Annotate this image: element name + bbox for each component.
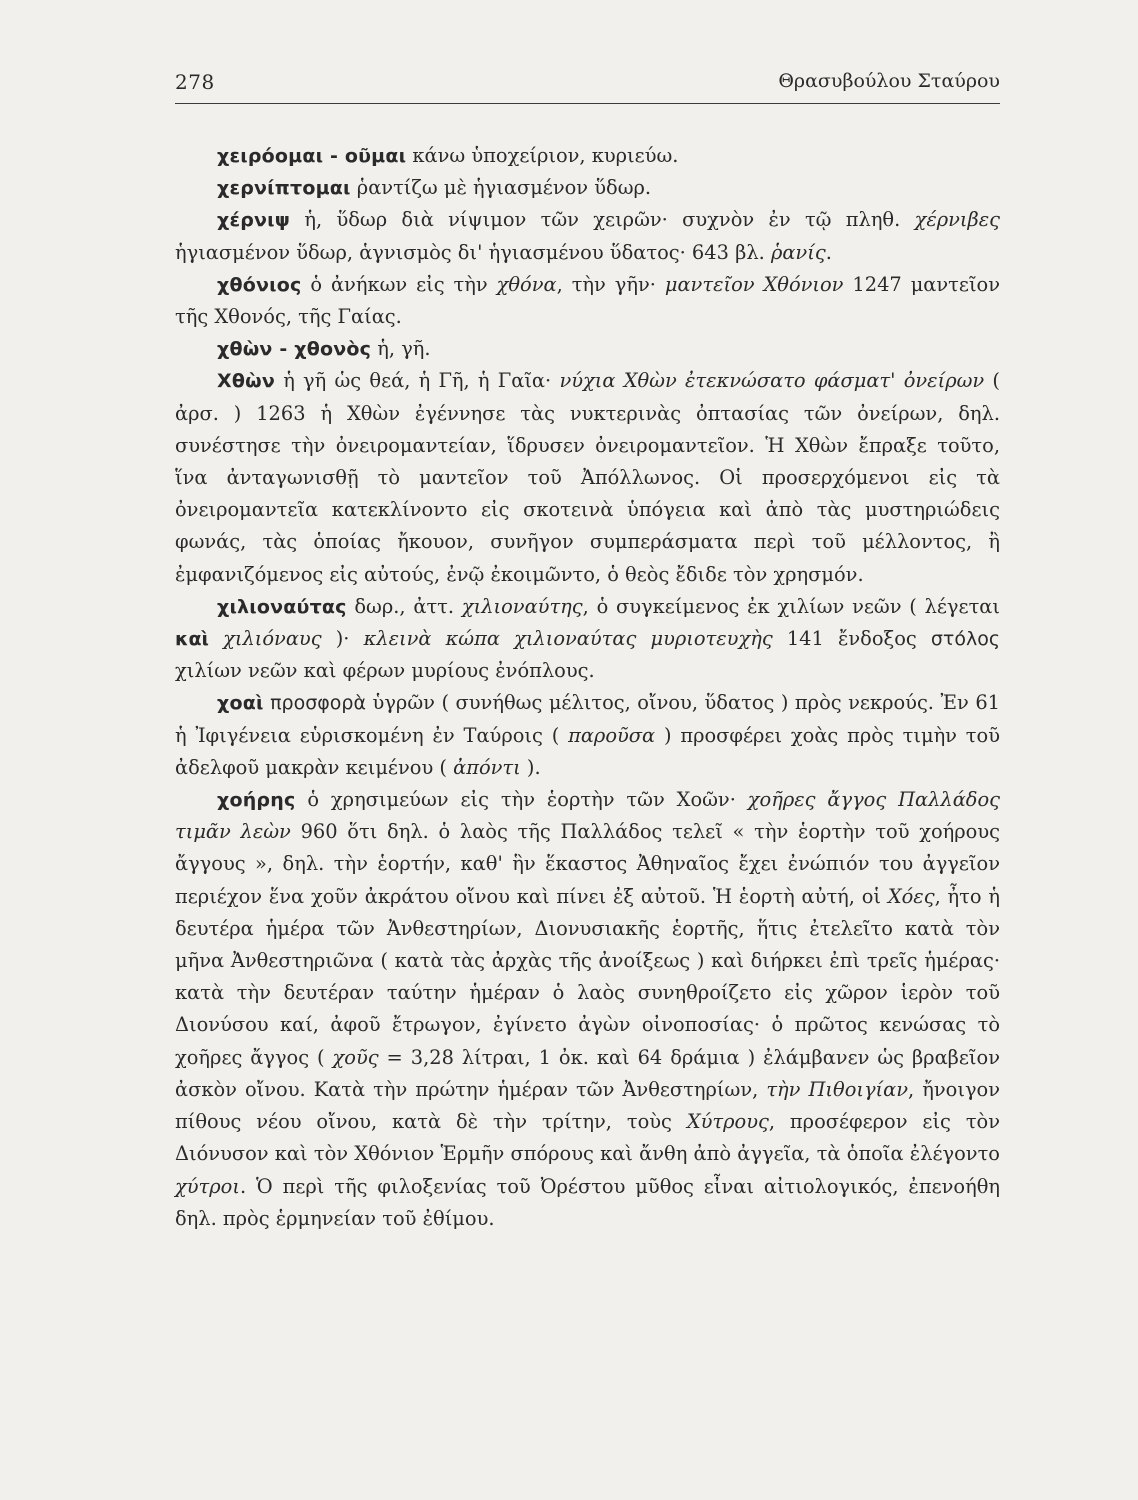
entry-text: . — [825, 240, 832, 264]
entry-text: 1247 μαντεῖον τῆς Χθονός, τῆς Γαίας. — [175, 272, 1001, 329]
entry-chthonios — [175, 269, 1000, 333]
entry-text: ἡ, γῆ. — [371, 337, 431, 361]
entry-choai — [175, 687, 1000, 784]
entry-text: ἡ γῆ ὡς θεά, ἡ Γῆ, ἡ Γαῖα· — [274, 369, 560, 393]
entry-text: ) προσφέρει χοὰς πρὸς τιμὴν τοῦ ἀδελφοῦ μακρὰν κειμένου ( — [175, 723, 1000, 779]
entry-text: χιλίων νεῶν καὶ φέρων μυρίους ἐνόπλους. — [175, 659, 595, 683]
italic-term: Χύτρους — [686, 1110, 769, 1134]
italic-quote: νύχια Χθὼν ἐτεκνώσατο φάσματ' ὀνείρων — [559, 369, 985, 393]
entry-text: κάνω ὑποχείριον, κυριεύω. — [406, 144, 679, 167]
headword: Χθὼν — [217, 370, 275, 393]
entry-chilionautas — [175, 591, 1000, 688]
entry-text: ( ἀρσ. ) 1263 ἡ Χθὼν ἐγέννησε τὰς νυκτερινὰς ὀπτασίας τῶν ὀνείρων, δηλ. συνέστησε τὴν ὀνειρομαντείαν, ἵδρυσεν ὀνειρομαντεῖον. Ἡ Χθὼν ἔπραξε τοῦτο, ἵνα ἀνταγωνισθῇ τὸ μαντεῖον τοῦ Ἀπόλλωνος. Οἱ προσερχόμενοι εἰς τὰ ὀνειρομαντεῖα κατεκλίνοντο εἰς σκοτεινὰ ὑπόγεια καὶ ἀπὸ τὰς μυστηριώδεις φωνάς, τὰς ὁποίας ἤκουον, συνῆγον συμπεράσματα περὶ τοῦ μέλλοντος, ἢ ἐμφανιζόμενος εἰς αὐτούς, ἐνῷ ἐκοιμῶντο, ὁ θεὸς ἔδιδε τὸν χρησμόν. — [175, 369, 1001, 586]
page-number: 278 — [175, 70, 215, 94]
headword: χθὼν - χθονὸς — [217, 338, 372, 361]
italic-quote: μαντεῖον Χθόνιον — [664, 272, 844, 296]
entry-text: δωρ., ἀττ. — [346, 594, 462, 618]
entry-text: ). — [520, 755, 541, 779]
entry-choeres — [175, 784, 1000, 1235]
entry-chthon — [175, 333, 1000, 365]
entry-text: , τὴν γῆν· — [556, 272, 665, 296]
italic-term: χθόνα — [496, 272, 557, 296]
bold-word: καὶ — [175, 628, 209, 651]
italic-term: χύτροι — [175, 1174, 240, 1198]
dictionary-text — [175, 140, 1000, 1235]
headword: χοήρης — [217, 789, 296, 812]
headword: χθόνιος — [217, 273, 302, 296]
page-header — [175, 70, 1000, 100]
italic-quote: χοῆρες ἄγγος Παλλάδος τιμᾶν λεὼν — [175, 788, 1000, 844]
entry-text — [209, 627, 223, 650]
entry-text: , ἤνοιγον πίθους νέου οἴνου, κατὰ δὲ τὴν τρίτην, τοὺς — [175, 1077, 1000, 1134]
running-title: Θρασυβούλου Σταύρου — [778, 70, 1000, 92]
italic-term: χέρνιβες — [914, 208, 1000, 232]
entry-chernips — [175, 204, 1000, 268]
entry-text: )· — [321, 627, 364, 651]
header-rule — [175, 103, 1000, 104]
italic-term: χιλιόναυς — [223, 627, 322, 651]
entry-text: ὑγρῶν ( συνήθως μέλιτος, οἴνου, ὕδατος ) πρὸς νεκρούς. Ἐν 61 ἡ Ἰφιγένεια εὑρισκομένη ἐν Ταύροις ( — [175, 691, 1000, 747]
entry-text: , προσέφερον εἰς τὸν Διόνυσον καὶ τὸν Χθόνιον Ἑρμῆν σπόρους καὶ ἄνθη ἀπὸ ἀγγεῖα, τὰ ὁποῖα ἐλέγοντο — [175, 1110, 1001, 1166]
italic-term: ῥανίς — [770, 240, 826, 264]
sans-word: προσφορὰ — [270, 692, 367, 715]
headword: χοαὶ — [217, 692, 264, 715]
headword: χέρνιψ — [217, 209, 291, 232]
italic-term: Χόες — [887, 884, 935, 908]
entry-text: = 3,28 λίτραι, 1 ὀκ. καὶ 64 δράμια ) ἐλάμβανεν ὡς βραβεῖον ἀσκὸν οἴνου. Κατὰ τὴν πρώτην ἡμέραν τῶν Ἀνθεστηρίων, — [175, 1045, 1000, 1101]
entry-cheiroomai — [175, 140, 1000, 172]
entry-text: , ὁ συγκείμενος ἐκ χιλίων νεῶν ( λέγεται — [582, 594, 1000, 618]
headword: χειρόομαι - οῦμαι — [217, 145, 407, 167]
italic-term: ἀπόντι — [453, 755, 521, 779]
italic-term: τὴν Πιθοιγίαν — [766, 1077, 909, 1101]
italic-quote: κλεινὰ κώπα χιλιοναύτας μυριοτευχὴς — [363, 627, 773, 651]
entry-chthon-goddess — [175, 365, 1000, 590]
headword: χερνίπτομαι — [217, 177, 351, 200]
entry-text: , ἦτο ἡ δευτέρα ἡμέρα τῶν Ἀνθεστηρίων, Διονυσιακῆς ἑορτῆς, ἥτις ἐτελεῖτο κατὰ τὸν μῆνα Ἀνθεστηριῶνα ( κατὰ τὰς ἀρχὰς τῆς ἀνοίξεως ) καὶ διήρκει ἐπὶ τρεῖς ἡμέρας· κατὰ τὴν δευτέραν ταύτην ἡμέραν ὁ λαὸς συνηθροίζετο εἰς χῶρον ἱερὸν τοῦ Διονύσου καί, ἀφοῦ ἔτρωγον, ἐγίνετο ἀγὼν οἰνοποσίας· ὁ πρῶτος κενώσας τὸ χοῆρες ἄγγος ( — [175, 884, 1000, 1069]
entry-text: 141 ἔνδοξος — [772, 627, 931, 651]
entry-text: ἡγιασμένον ὕδωρ, ἁγνισμὸς δι' ἡγιασμένου ὕδατος· 643 βλ. — [175, 240, 771, 264]
entry-text: ἡ, ὕδωρ διὰ νίψιμον τῶν χειρῶν· συχνὸν ἐν τῷ πληθ. — [290, 208, 915, 232]
italic-term: χοῦς — [332, 1045, 379, 1069]
entry-text: ὁ ἀνήκων εἰς τὴν — [301, 272, 497, 296]
headword: χιλιοναύτας — [217, 595, 347, 618]
italic-term: χιλιοναύτης — [461, 594, 583, 618]
entry-text: ὁ χρησιμεύων εἰς τὴν ἑορτὴν τῶν Χοῶν· — [295, 788, 748, 812]
entry-text: 960 ὅτι δηλ. ὁ λαὸς τῆς Παλλάδος τελεῖ « τὴν ἑορτὴν τοῦ χοήρους ἄγγους », δηλ. τὴν ἑορτήν, καθ' ἣν ἕκαστος Ἀθηναῖος ἔχει ἐνώπιόν του ἀγγεῖον περιέχον ἕνα χοῦν ἀκράτου οἴνου καὶ πίνει ἐξ αὐτοῦ. Ἡ ἑορτὴ αὐτή, οἱ — [175, 820, 1000, 908]
entry-cherniptomai — [175, 172, 1000, 204]
italic-term: παροῦσα — [568, 723, 656, 747]
entry-text: . Ὁ περὶ τῆς φιλοξενίας τοῦ Ὀρέστου μῦθος εἶναι αἰτιολογικός, ἐπενοήθη δηλ. πρὸς ἑρμηνείαν τοῦ ἐθίμου. — [175, 1174, 1000, 1230]
sans-word: στόλος — [930, 628, 1000, 651]
entry-text: ῥαντίζω μὲ ἡγιασμένον ὕδωρ. — [350, 176, 652, 200]
